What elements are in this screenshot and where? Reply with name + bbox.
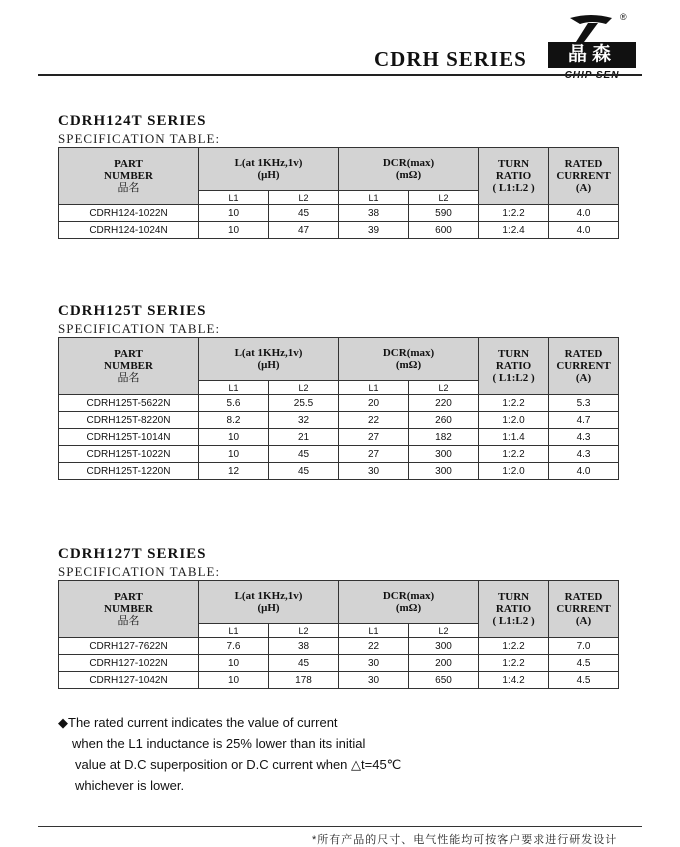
table-cell: CDRH127-7622N: [59, 638, 199, 655]
part-number-header: [59, 581, 199, 638]
table-cell: 300: [409, 463, 479, 480]
table-cell: 38: [339, 205, 409, 222]
series-section: [58, 302, 618, 480]
header-text: TURN: [497, 348, 530, 360]
table-cell: 21: [269, 429, 339, 446]
turn-ratio-header: [479, 148, 549, 205]
dcr-l2-subheader: L2: [409, 624, 479, 638]
table-cell: 30: [339, 463, 409, 480]
table-cell: 1:1.4: [479, 429, 549, 446]
series-section: [58, 545, 618, 689]
table-cell: 22: [339, 412, 409, 429]
header-text: RATED: [564, 158, 603, 170]
table-cell: 32: [269, 412, 339, 429]
dcr-header: [339, 581, 479, 624]
table-row: [59, 446, 619, 463]
logo-chinese-text: 晶森: [548, 42, 636, 68]
table-row: [59, 412, 619, 429]
header-text: DCR(max): [382, 590, 435, 602]
table-cell: 38: [269, 638, 339, 655]
table-cell: 1:2.4: [479, 222, 549, 239]
rated-current-header: [549, 148, 619, 205]
table-cell: 47: [269, 222, 339, 239]
turn-ratio-header: [479, 338, 549, 395]
header-text: RATED: [564, 591, 603, 603]
header-text: PART: [114, 591, 143, 603]
header-text: NUMBER: [104, 170, 153, 182]
header-text: ( L1:L2 ): [492, 182, 535, 194]
table-cell: 22: [339, 638, 409, 655]
header-text: PART: [114, 158, 143, 170]
table-cell: 1:4.2: [479, 672, 549, 689]
table-cell: CDRH124-1022N: [59, 205, 199, 222]
table-cell: 5.6: [199, 395, 269, 412]
table-row: [59, 222, 619, 239]
table-cell: 12: [199, 463, 269, 480]
inductance-header: [199, 148, 339, 191]
spec-table-label: SPECIFICATION TABLE:: [58, 131, 221, 146]
table-cell: 10: [199, 655, 269, 672]
table-cell: 4.7: [549, 412, 619, 429]
table-row: [59, 655, 619, 672]
dcr-header: [339, 338, 479, 381]
header-text: CURRENT: [556, 170, 611, 182]
l2-subheader: L2: [269, 191, 339, 205]
table-cell: CDRH127-1022N: [59, 655, 199, 672]
table-cell: 300: [409, 446, 479, 463]
table-cell: 10: [199, 205, 269, 222]
header-text: (A): [575, 372, 592, 384]
header-text: TURN: [497, 591, 530, 603]
registered-mark: ®: [620, 12, 627, 22]
note-line: when the L1 inductance is 25% lower than its initial: [72, 736, 366, 751]
table-cell: 10: [199, 446, 269, 463]
table-row: [59, 395, 619, 412]
header-text: (mΩ): [395, 169, 422, 181]
page-title: CDRH SERIES: [374, 47, 527, 71]
header-text: L(at 1KHz,1v): [234, 590, 303, 602]
table-cell: 200: [409, 655, 479, 672]
header-text: (μH): [257, 169, 280, 181]
table-cell: 1:2.2: [479, 655, 549, 672]
part-number-header: [59, 338, 199, 395]
table-cell: CDRH124-1024N: [59, 222, 199, 239]
table-cell: 650: [409, 672, 479, 689]
logo-mark-icon: [566, 14, 616, 42]
spec-table-label: SPECIFICATION TABLE:: [58, 321, 221, 336]
table-row: [59, 463, 619, 480]
header-text: 品名: [117, 372, 140, 384]
table-cell: CDRH125T-1014N: [59, 429, 199, 446]
table-cell: 45: [269, 205, 339, 222]
spec-table: [58, 337, 619, 480]
table-cell: CDRH125T-8220N: [59, 412, 199, 429]
table-cell: 4.0: [549, 463, 619, 480]
header-text: RATIO: [495, 170, 532, 182]
table-cell: 260: [409, 412, 479, 429]
table-cell: 4.5: [549, 655, 619, 672]
header-text: ( L1:L2 ): [492, 372, 535, 384]
table-cell: 45: [269, 446, 339, 463]
header-divider: [38, 74, 642, 76]
series-title: CDRH127T SERIES: [58, 546, 207, 562]
header-text: 品名: [117, 182, 140, 194]
table-cell: 1:2.0: [479, 463, 549, 480]
footer-divider: [38, 826, 642, 827]
l1-subheader: L1: [199, 381, 269, 395]
l2-subheader: L2: [269, 381, 339, 395]
footer-note: *所有产品的尺寸、电气性能均可按客户要求进行研发设计: [312, 834, 618, 846]
header-text: NUMBER: [104, 360, 153, 372]
table-cell: 7.0: [549, 638, 619, 655]
header-text: DCR(max): [382, 347, 435, 359]
note-line: ◆The rated current indicates the value of current: [58, 715, 338, 730]
header-text: TURN: [497, 158, 530, 170]
header-text: RATIO: [495, 360, 532, 372]
spec-table: [58, 580, 619, 689]
series-title: CDRH125T SERIES: [58, 303, 207, 319]
part-number-header: [59, 148, 199, 205]
series-title: CDRH124T SERIES: [58, 113, 207, 129]
dcr-l1-subheader: L1: [339, 624, 409, 638]
rated-current-note: [58, 712, 401, 796]
table-cell: 39: [339, 222, 409, 239]
header-text: 品名: [117, 615, 140, 627]
inductance-header: [199, 581, 339, 624]
header-text: PART: [114, 348, 143, 360]
rated-current-header: [549, 338, 619, 395]
table-cell: 4.3: [549, 429, 619, 446]
dcr-l2-subheader: L2: [409, 191, 479, 205]
table-cell: 45: [269, 463, 339, 480]
table-cell: 220: [409, 395, 479, 412]
table-cell: 20: [339, 395, 409, 412]
table-cell: CDRH125T-5622N: [59, 395, 199, 412]
dcr-header: [339, 148, 479, 191]
table-cell: 7.6: [199, 638, 269, 655]
header-text: (μH): [257, 602, 280, 614]
header-text: (A): [575, 182, 592, 194]
table-cell: 30: [339, 655, 409, 672]
l2-subheader: L2: [269, 624, 339, 638]
header-text: L(at 1KHz,1v): [234, 347, 303, 359]
header-text: (mΩ): [395, 602, 422, 614]
dcr-l2-subheader: L2: [409, 381, 479, 395]
table-cell: 10: [199, 429, 269, 446]
table-row: [59, 672, 619, 689]
table-cell: 10: [199, 672, 269, 689]
header-row: [59, 338, 619, 381]
table-cell: 1:2.2: [479, 205, 549, 222]
table-cell: 182: [409, 429, 479, 446]
table-cell: 178: [269, 672, 339, 689]
header-text: DCR(max): [382, 157, 435, 169]
table-cell: 30: [339, 672, 409, 689]
header-text: RATIO: [495, 603, 532, 615]
table-cell: 10: [199, 222, 269, 239]
table-row: [59, 205, 619, 222]
header-row: [59, 581, 619, 624]
l1-subheader: L1: [199, 191, 269, 205]
table-cell: 590: [409, 205, 479, 222]
table-row: [59, 429, 619, 446]
rated-current-header: [549, 581, 619, 638]
turn-ratio-header: [479, 581, 549, 638]
l1-subheader: L1: [199, 624, 269, 638]
table-cell: 600: [409, 222, 479, 239]
table-cell: 1:2.0: [479, 412, 549, 429]
table-cell: 4.5: [549, 672, 619, 689]
header-text: CURRENT: [556, 603, 611, 615]
header-text: L(at 1KHz,1v): [234, 157, 303, 169]
header-row: [59, 148, 619, 191]
table-cell: 1:2.2: [479, 446, 549, 463]
series-section: [58, 112, 618, 239]
spec-table: [58, 147, 619, 239]
table-cell: 45: [269, 655, 339, 672]
note-line: whichever is lower.: [75, 778, 185, 793]
header-text: CURRENT: [556, 360, 611, 372]
header-text: NUMBER: [104, 603, 153, 615]
table-cell: 1:2.2: [479, 395, 549, 412]
table-cell: 1:2.2: [479, 638, 549, 655]
note-line: value at D.C superposition or D.C current when △t=45℃: [75, 757, 402, 772]
dcr-l1-subheader: L1: [339, 381, 409, 395]
dcr-l1-subheader: L1: [339, 191, 409, 205]
spec-table-label: SPECIFICATION TABLE:: [58, 564, 221, 579]
table-cell: CDRH127-1042N: [59, 672, 199, 689]
header-text: (μH): [257, 359, 280, 371]
table-cell: 27: [339, 429, 409, 446]
table-cell: 25.5: [269, 395, 339, 412]
table-cell: 8.2: [199, 412, 269, 429]
table-cell: 5.3: [549, 395, 619, 412]
table-cell: 300: [409, 638, 479, 655]
table-cell: 4.3: [549, 446, 619, 463]
header-text: (mΩ): [395, 359, 422, 371]
inductance-header: [199, 338, 339, 381]
header-text: RATED: [564, 348, 603, 360]
table-cell: CDRH125T-1022N: [59, 446, 199, 463]
header-text: ( L1:L2 ): [492, 615, 535, 627]
table-cell: 4.0: [549, 222, 619, 239]
table-cell: 4.0: [549, 205, 619, 222]
header-text: (A): [575, 615, 592, 627]
table-row: [59, 638, 619, 655]
table-cell: CDRH125T-1220N: [59, 463, 199, 480]
table-cell: 27: [339, 446, 409, 463]
